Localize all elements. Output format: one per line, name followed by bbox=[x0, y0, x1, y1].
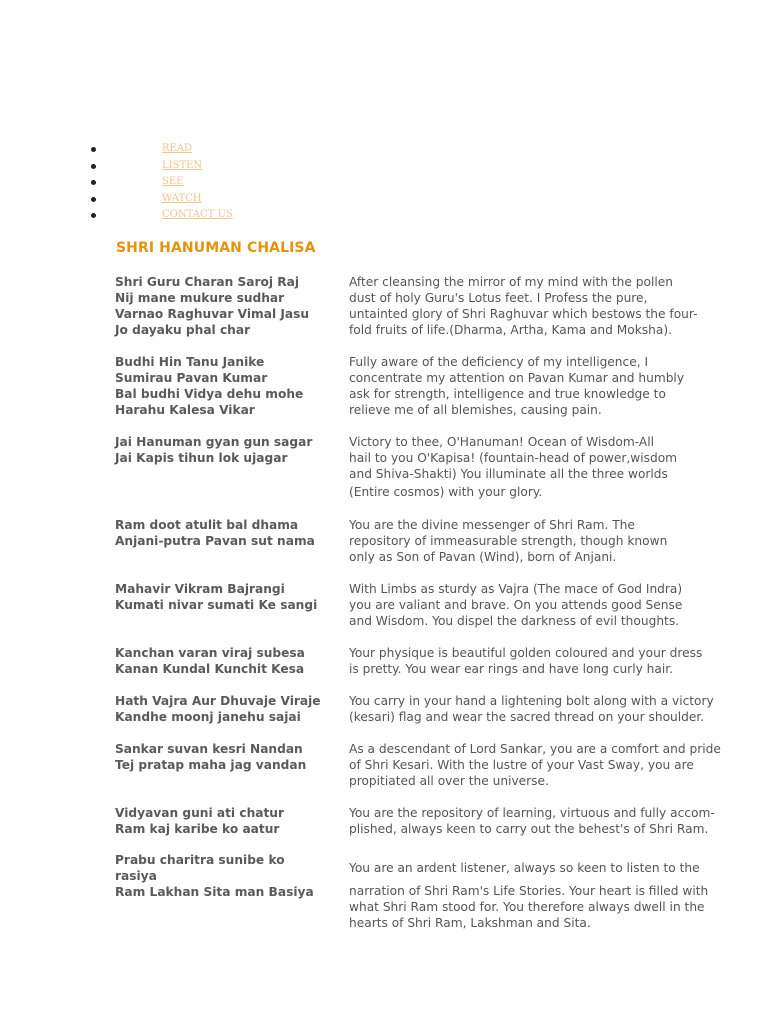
verse-line: Ram kaj karibe ko aatur bbox=[115, 822, 280, 836]
verse-line: Anjani-putra Pavan sut nama bbox=[115, 534, 315, 548]
verse-line: Kumati nivar sumati Ke sangi bbox=[115, 598, 318, 612]
translation-line: only as Son of Pavan (Wind), born of Anjani. bbox=[349, 550, 617, 564]
verse-line: Kandhe moonj janehu sajai bbox=[115, 710, 301, 724]
verse-line: Varnao Raghuvar Vimal Jasu bbox=[115, 307, 310, 321]
verse-line: Ram doot atulit bal dhama bbox=[115, 518, 299, 532]
translation-line: and Wisdom. You dispel the darkness of evil thoughts. bbox=[349, 614, 680, 628]
translation-line: You are the divine messenger of Shri Ram. The bbox=[349, 518, 635, 532]
translation-line: you are valiant and brave. On you attends good Sense bbox=[349, 598, 683, 612]
translation-line: is pretty. You wear ear rings and have long curly hair. bbox=[349, 662, 674, 676]
verse-6-hindi bbox=[115, 645, 337, 677]
translation-line: hearts of Shri Ram, Lakshman and Sita. bbox=[349, 916, 591, 930]
verse-1-hindi bbox=[115, 274, 337, 338]
translation-line: Fully aware of the deficiency of my intelligence, I bbox=[349, 355, 649, 369]
verse-3-hindi bbox=[115, 434, 337, 466]
translation-line: concentrate my attention on Pavan Kumar and humbly bbox=[349, 371, 685, 385]
verse-line: Prabu charitra sunibe ko bbox=[115, 853, 285, 867]
verse-line: Tej pratap maha jag vandan bbox=[115, 758, 307, 772]
translation-line: (kesari) flag and wear the sacred thread on your shoulder. bbox=[349, 710, 705, 724]
bullet-icon bbox=[91, 164, 96, 169]
verse-4-hindi bbox=[115, 517, 337, 549]
verse-9-hindi bbox=[115, 805, 337, 837]
verse-10-hindi bbox=[115, 852, 337, 900]
translation-line: fold fruits of life.(Dharma, Artha, Kama and Moksha). bbox=[349, 323, 672, 337]
translation-line: (Entire cosmos) with your glory. bbox=[349, 485, 543, 499]
verse-line: Jo dayaku phal char bbox=[115, 323, 251, 337]
verse-line: Mahavir Vikram Bajrangi bbox=[115, 582, 285, 596]
translation-line: hail to you O'Kapisa! (fountain-head of power,wisdom bbox=[349, 451, 678, 465]
translation-line: ask for strength, intelligence and true knowledge to bbox=[349, 387, 666, 401]
bullet-icon bbox=[91, 197, 96, 202]
translation-line: and Shiva-Shakti) You illuminate all the three worlds bbox=[349, 467, 668, 481]
verse-line: Sankar suvan kesri Nandan bbox=[115, 742, 303, 756]
translation-line: untainted glory of Shri Raghuvar which bestows the four- bbox=[349, 307, 698, 321]
verse-line: Shri Guru Charan Saroj Raj bbox=[115, 275, 300, 289]
verse-line: rasiya bbox=[115, 869, 157, 883]
verse-6-english bbox=[349, 645, 754, 677]
translation-line: As a descendant of Lord Sankar, you are a comfort and pride bbox=[349, 742, 721, 756]
verse-2-english bbox=[349, 354, 754, 418]
verse-line: Ram Lakhan Sita man Basiya bbox=[115, 885, 314, 899]
verse-line: Jai Kapis tihun lok ujagar bbox=[115, 451, 288, 465]
verse-line: Hath Vajra Aur Dhuvaje Viraje bbox=[115, 694, 321, 708]
nav-link-see[interactable]: SEE bbox=[162, 176, 184, 187]
translation-line: Victory to thee, O'Hanuman! Ocean of Wisdom-All bbox=[349, 435, 654, 449]
translation-line: You are the repository of learning, virtuous and fully accom- bbox=[349, 806, 715, 820]
translation-line: of Shri Kesari. With the lustre of your Vast Sway, you are bbox=[349, 758, 694, 772]
verse-10-english bbox=[349, 860, 754, 931]
verse-8-hindi bbox=[115, 741, 337, 773]
nav-link-contact-us[interactable]: CONTACT US bbox=[162, 209, 233, 220]
verse-line: Sumirau Pavan Kumar bbox=[115, 371, 268, 385]
translation-line: what Shri Ram stood for. You therefore always dwell in the bbox=[349, 900, 705, 914]
verse-5-english bbox=[349, 581, 754, 629]
verse-line: Harahu Kalesa Vikar bbox=[115, 403, 255, 417]
verse-7-english bbox=[349, 693, 754, 725]
verse-1-english bbox=[349, 274, 754, 338]
bullet-icon bbox=[91, 147, 96, 152]
verse-8-english bbox=[349, 741, 754, 789]
bullet-icon bbox=[91, 213, 96, 218]
verse-line: Nij mane mukure sudhar bbox=[115, 291, 285, 305]
translation-line: Your physique is beautiful golden coloured and your dress bbox=[349, 646, 703, 660]
nav-link-read[interactable]: READ bbox=[162, 143, 193, 154]
verse-9-english bbox=[349, 805, 754, 837]
verse-5-hindi bbox=[115, 581, 337, 613]
translation-line: narration of Shri Ram's Life Stories. Your heart is filled with bbox=[349, 884, 709, 898]
nav-link-watch[interactable]: WATCH bbox=[162, 192, 202, 204]
verse-line: Budhi Hin Tanu Janike bbox=[115, 355, 265, 369]
translation-line: With Limbs as sturdy as Vajra (The mace of God Indra) bbox=[349, 582, 683, 596]
verse-3-english bbox=[349, 434, 754, 500]
translation-line: propitiated all over the universe. bbox=[349, 774, 549, 788]
nav-link-listen[interactable]: LISTEN bbox=[162, 159, 203, 171]
verse-2-hindi bbox=[115, 354, 337, 418]
bullet-icon bbox=[91, 180, 96, 185]
verse-line: Vidyavan guni ati chatur bbox=[115, 806, 284, 820]
page-title: SHRI HANUMAN CHALISA bbox=[116, 240, 316, 256]
translation-line: repository of immeasurable strength, though known bbox=[349, 534, 668, 548]
translation-line: You carry in your hand a lightening bolt along with a victory bbox=[349, 694, 714, 708]
verse-7-hindi bbox=[115, 693, 337, 725]
translation-line: plished, always keen to carry out the behest's of Shri Ram. bbox=[349, 822, 709, 836]
verse-line: Kanchan varan viraj subesa bbox=[115, 646, 305, 660]
verse-4-english bbox=[349, 517, 754, 565]
translation-line: relieve me of all blemishes, causing pain. bbox=[349, 403, 602, 417]
verse-line: Bal budhi Vidya dehu mohe bbox=[115, 387, 304, 401]
verse-line: Kanan Kundal Kunchit Kesa bbox=[115, 662, 305, 676]
verse-line: Jai Hanuman gyan gun sagar bbox=[115, 435, 313, 449]
translation-line: dust of holy Guru's Lotus feet. I Profess the pure, bbox=[349, 291, 648, 305]
translation-line: You are an ardent listener, always so keen to listen to the bbox=[349, 861, 700, 875]
translation-line: After cleansing the mirror of my mind with the pollen bbox=[349, 275, 673, 289]
